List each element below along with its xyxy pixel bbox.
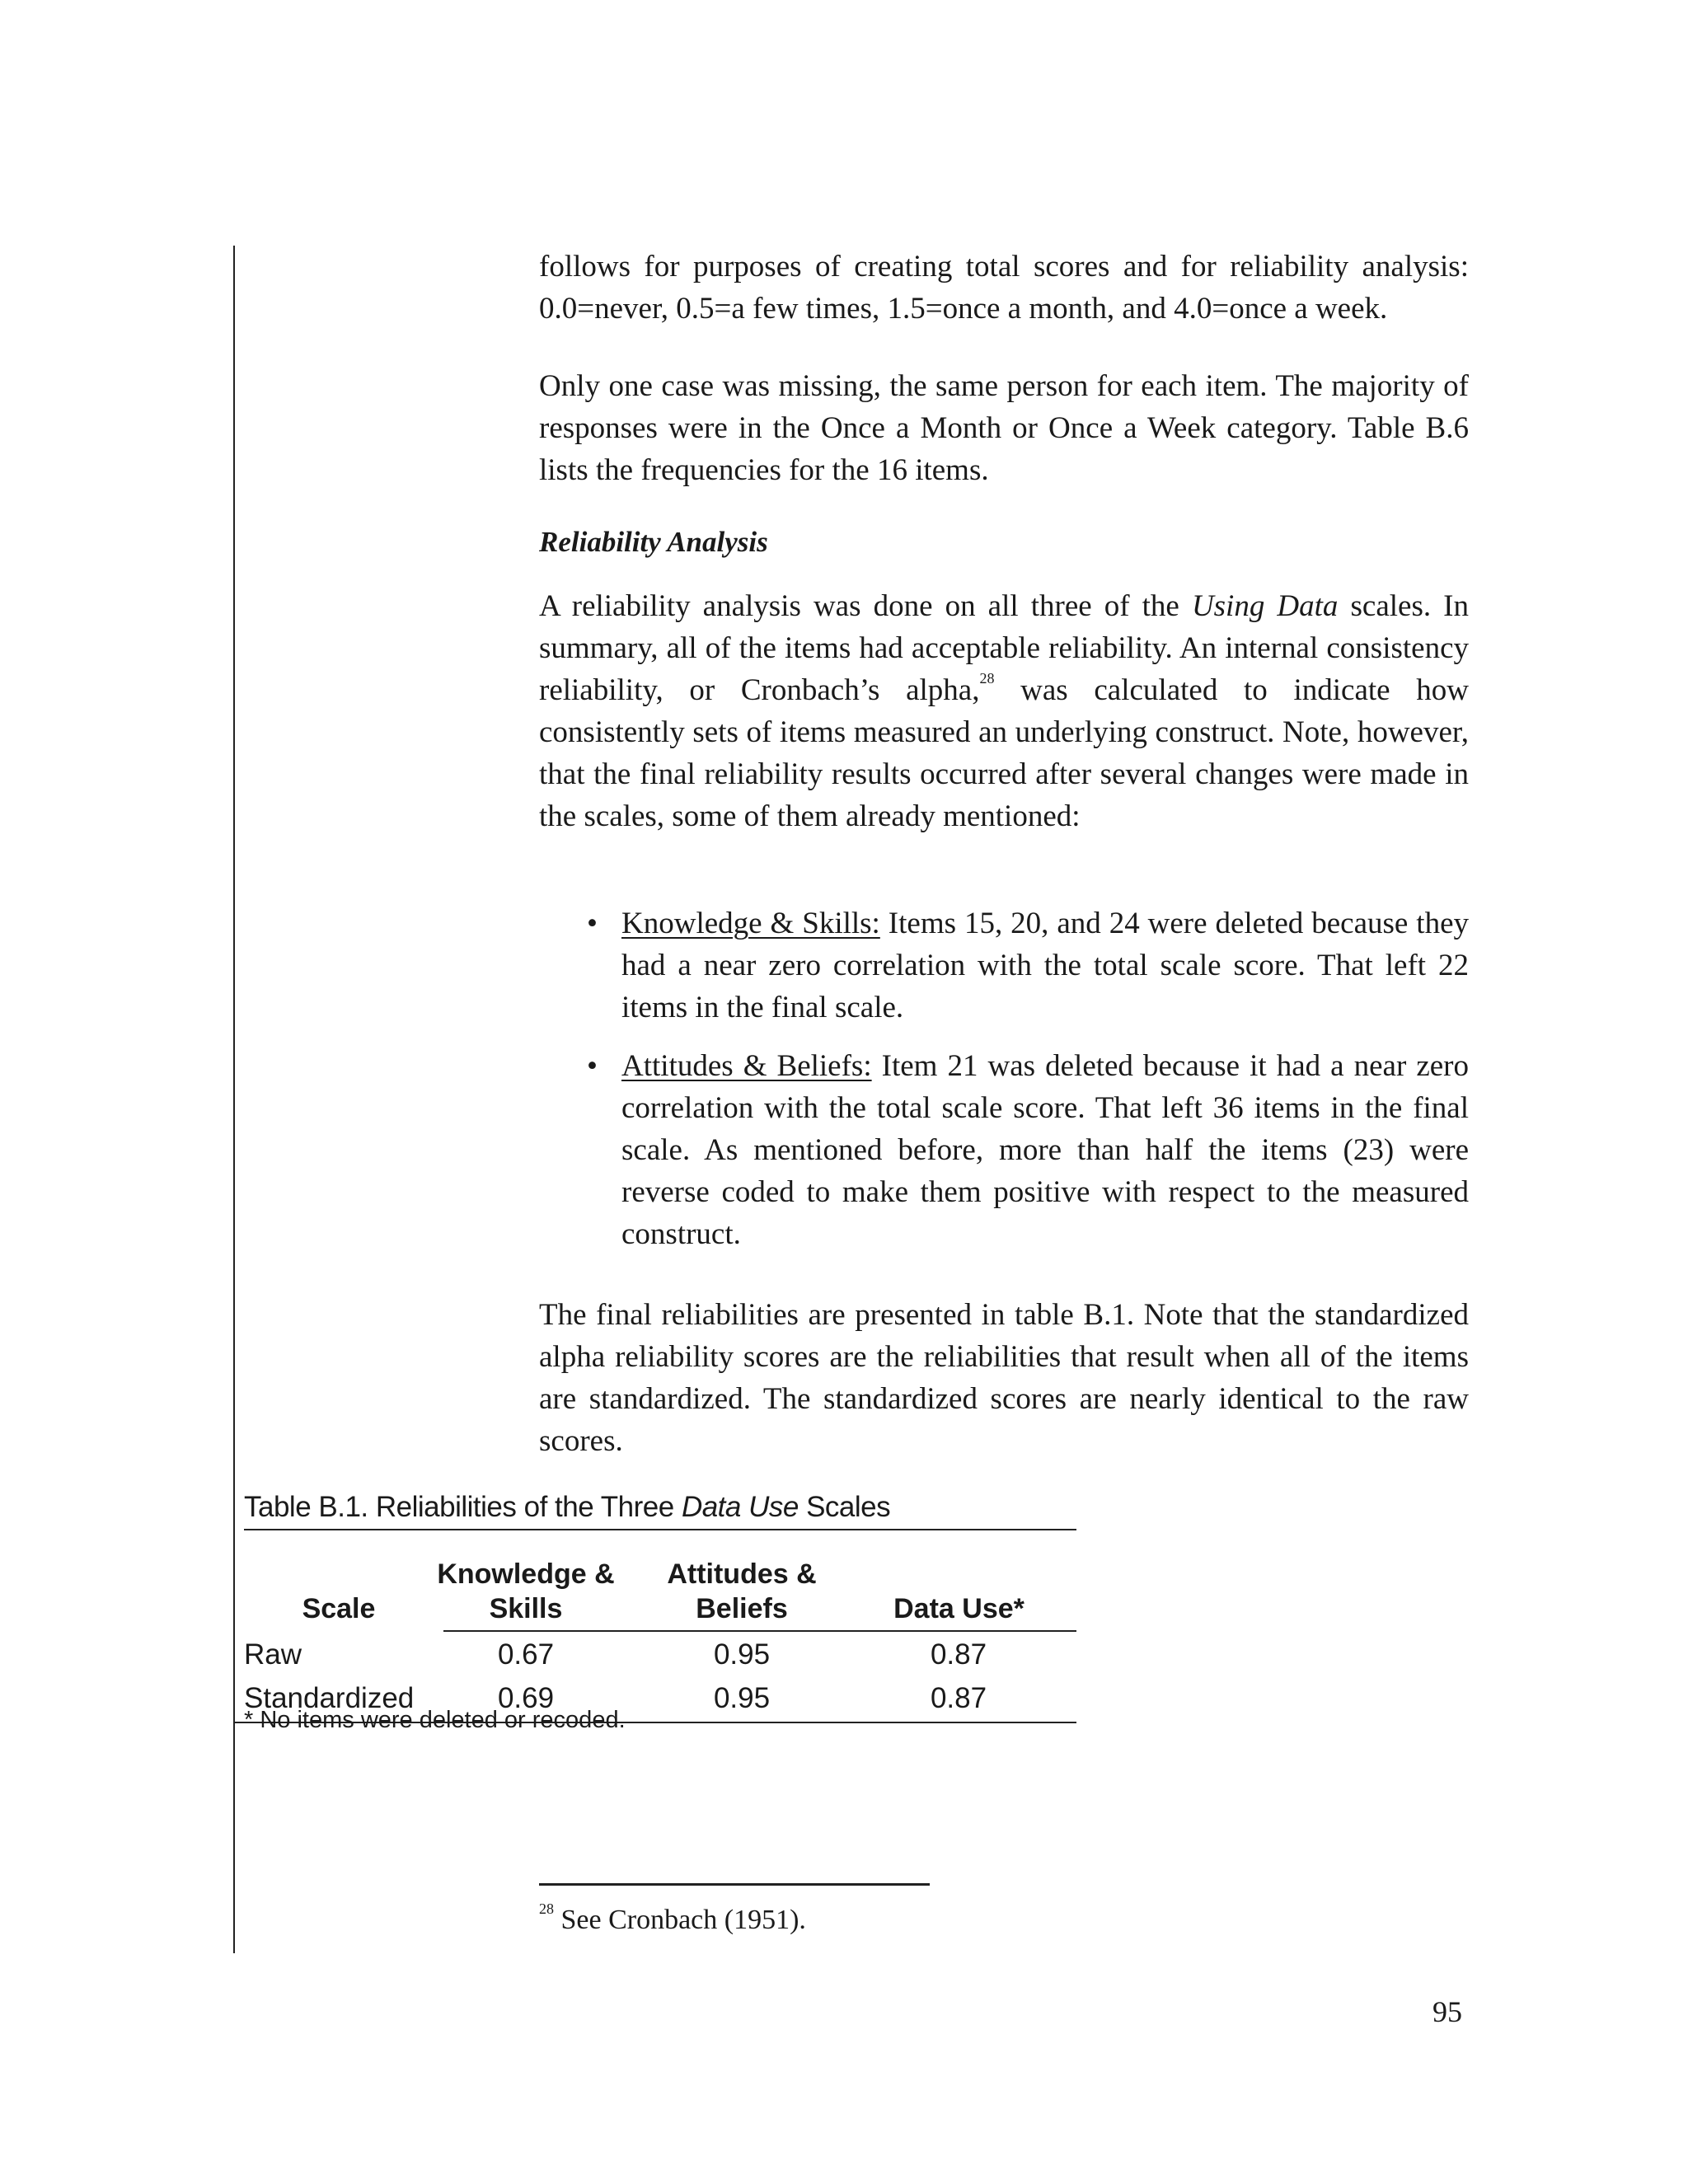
table-note: * No items were deleted or recoded. bbox=[244, 1707, 626, 1733]
list-item: • Attitudes & Beliefs: Item 21 was deleted because it had a near zero correlation with the total scale score. That left 36 items in the final scale. As mentioned before, more than half the items (23) were reverse coded to make them positive with respect to the measured construct. bbox=[587, 1049, 1469, 1251]
paragraph-missing-cases: Only one case was missing, the same person for each item. The majority of responses were in the Once a Month or Once a Week category. Table B.6 lists the frequencies for the 16 items. bbox=[539, 369, 1469, 487]
header-scale: Scale bbox=[302, 1593, 376, 1624]
paragraph-intro: follows for purposes of creating total scores and for reliability analysis: 0.0=never, 0.5=a few times, 1.5=once a month, and 4.0=once a week. bbox=[539, 250, 1469, 326]
reliability-table bbox=[244, 1489, 1076, 1714]
table-top-rule bbox=[244, 1529, 1076, 1530]
header-knowledge-skills: Knowledge & Skills bbox=[437, 1558, 615, 1624]
footnote-ref[interactable]: 28 bbox=[979, 670, 995, 687]
table-row: Standardized 0.69 0.95 0.87 bbox=[244, 1682, 987, 1714]
table-header-rule bbox=[443, 1630, 1076, 1632]
section-heading: Reliability Analysis bbox=[539, 526, 768, 558]
bullet-list bbox=[539, 902, 1469, 1272]
paragraph-final-reliabilities: The final reliabilities are presented in table B.1. Note that the standardized alpha reliability scores are the reliabilities that result when all of the items are standardized. The standardized scores are nearly identical to the raw scores. bbox=[539, 1298, 1469, 1458]
table-caption: Table B.1. Reliabilities of the Three Data Use Scales bbox=[244, 1491, 891, 1523]
table-row: Raw 0.67 0.95 0.87 bbox=[244, 1638, 987, 1671]
paragraph-reliability: A reliability analysis was done on all three of the Using Data scales. In summary, all of the items had acceptable reliability. An internal consistency reliability, or Cronbach’s alpha,$^{28}$ was calculated to indicate how consistently sets of items measured an underlying construct. Note, however, that the final reliability results occurred after several changes were made in the scales, some of them already mentioned: bbox=[539, 589, 1469, 833]
header-attitudes-beliefs: Attitudes & Beliefs bbox=[667, 1558, 817, 1624]
margin-rule bbox=[233, 246, 235, 1953]
header-data-use: Data Use* bbox=[893, 1593, 1025, 1624]
footnote: $^{28}$ See Cronbach (1951). bbox=[539, 1900, 806, 1935]
footnote-rule bbox=[539, 1883, 930, 1886]
list-item: • Knowledge & Skills: Items 15, 20, and 24 were deleted because they had a near zero correlation with the total scale score. That left 22 items in the final scale. bbox=[587, 907, 1469, 1024]
page-number: 95 bbox=[1432, 1995, 1462, 2028]
